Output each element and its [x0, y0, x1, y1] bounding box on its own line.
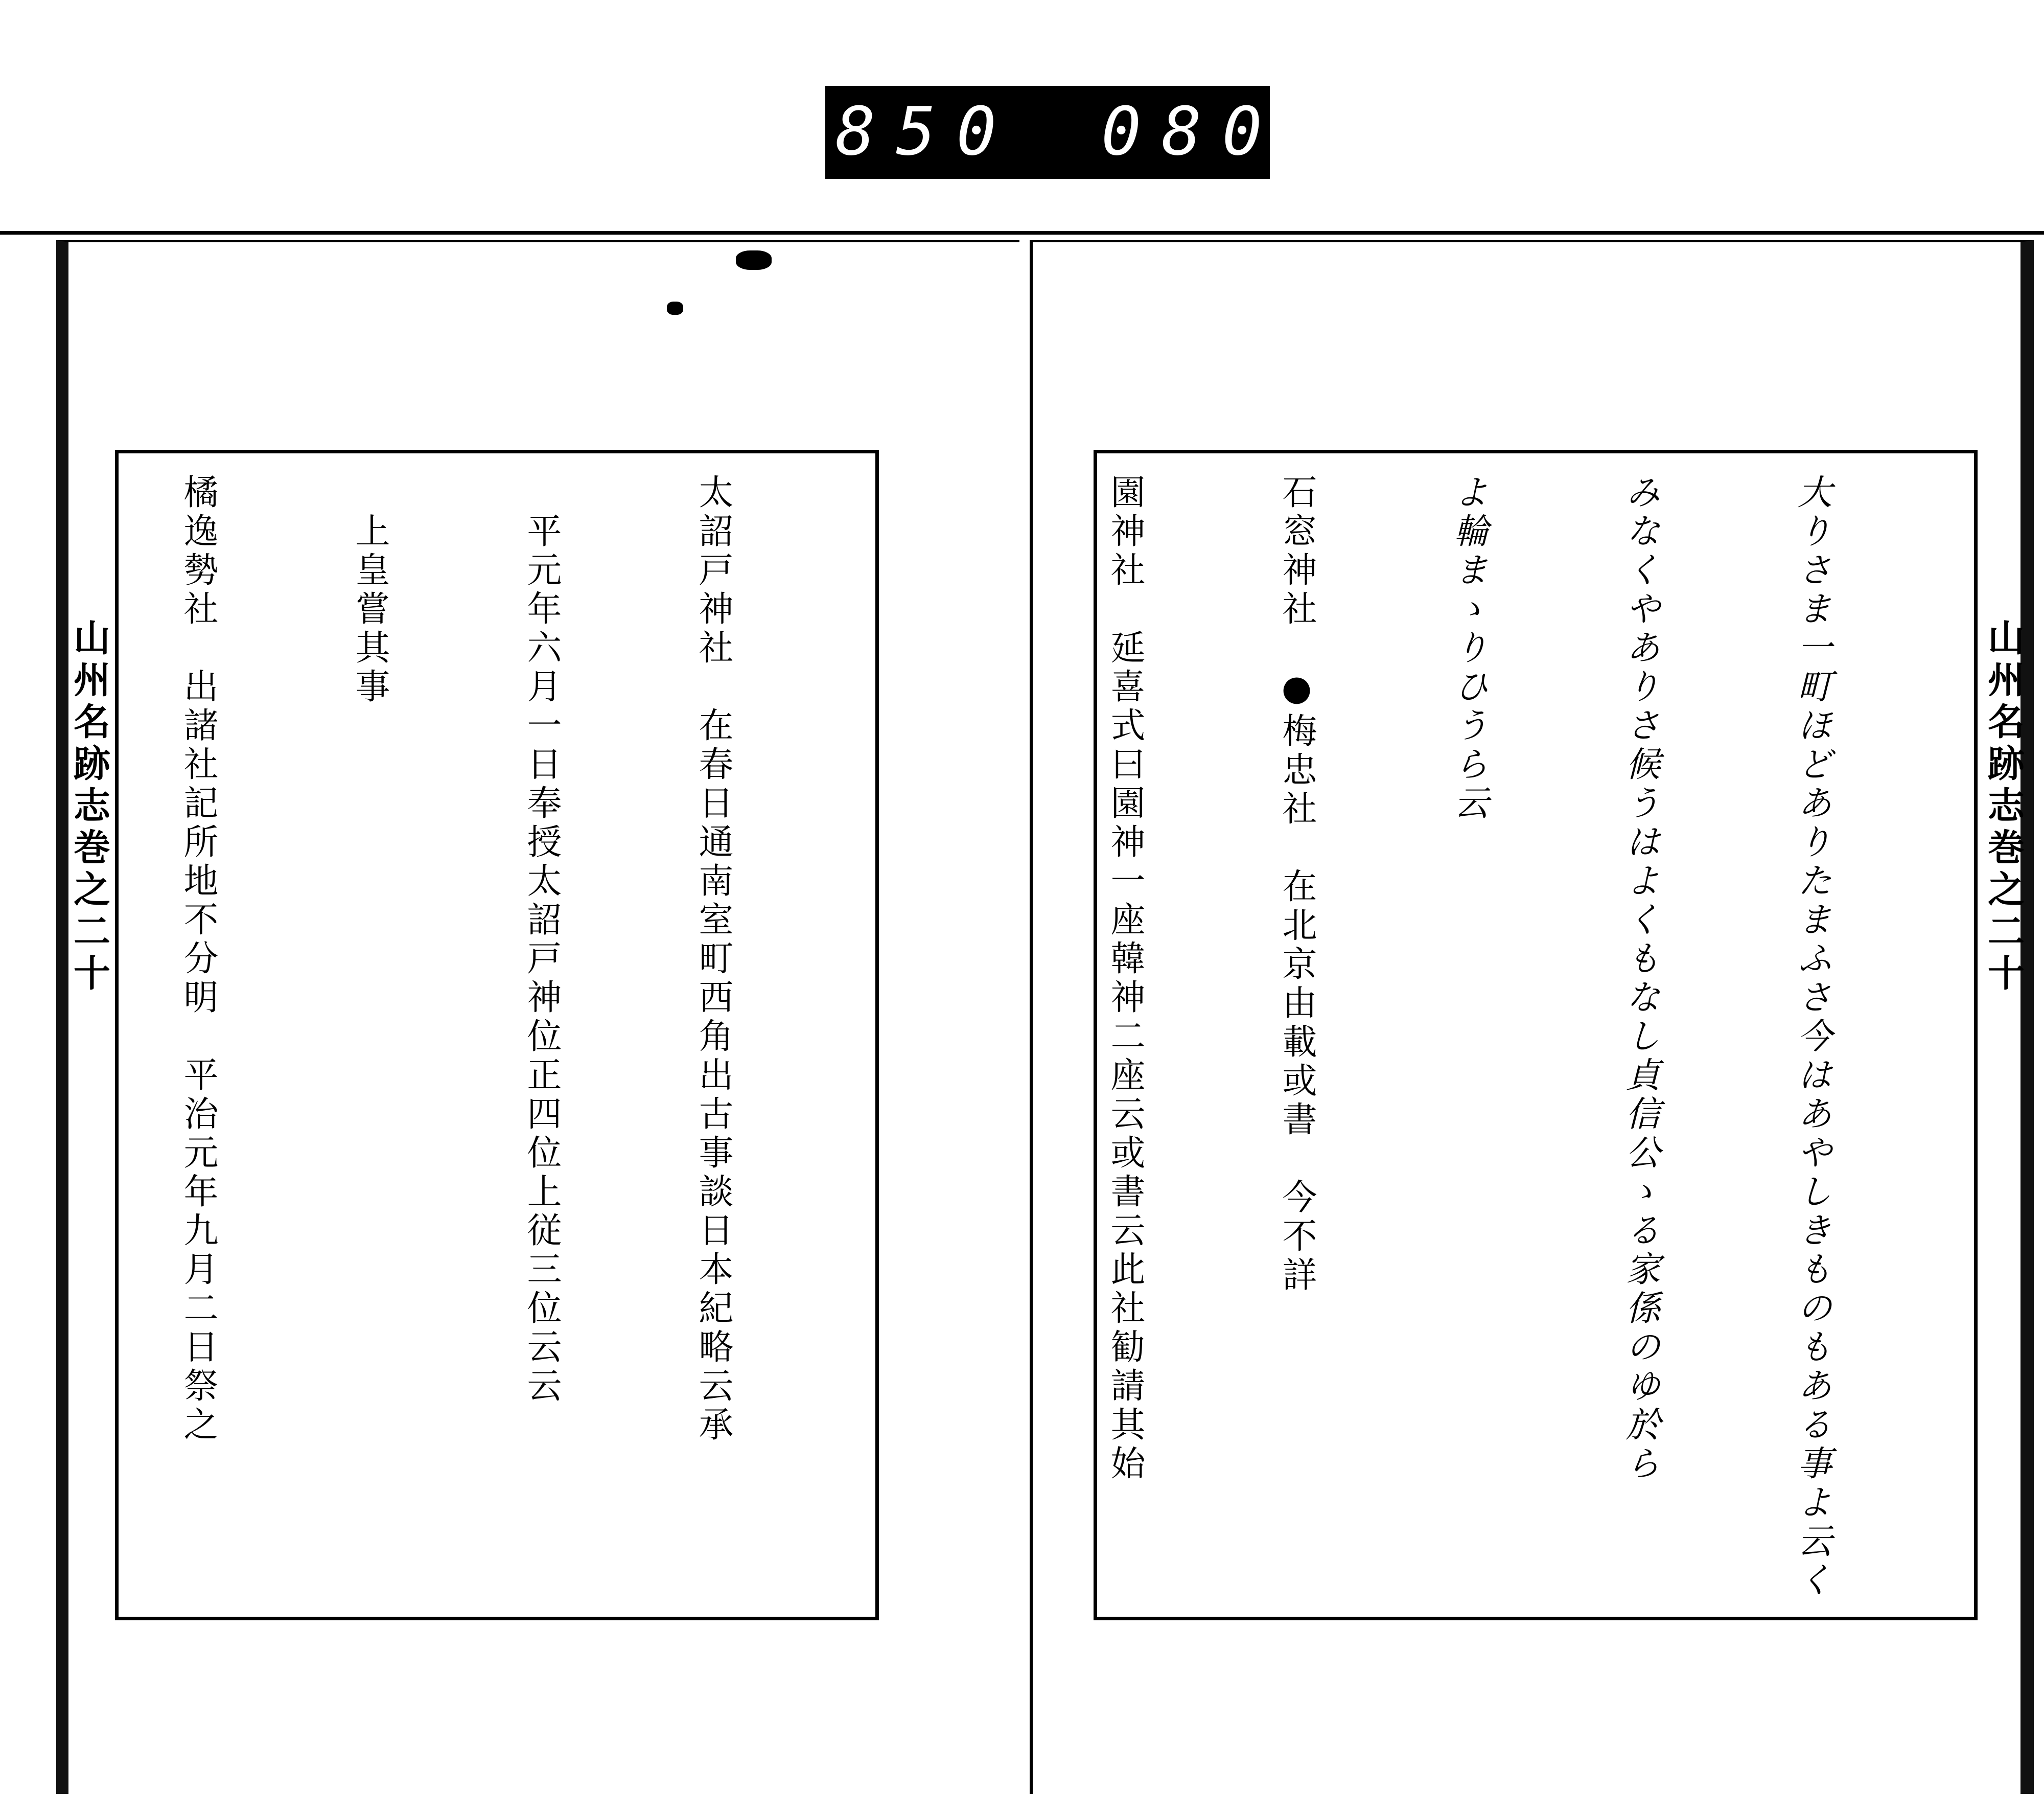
left-side-label: 山州名跡志巻之二十 — [67, 618, 111, 996]
text-column: 橘逸勢社 出諸社記所地不分明 平治元年九月二日祭之 — [178, 474, 218, 1445]
right-text-box — [1094, 450, 1978, 1620]
frame-counter — [825, 86, 1343, 179]
page-tab-right — [2021, 450, 2034, 613]
handwritten-line: 大りさま一町ほどありたまふさ今はあやしきものもある事よ云く — [1792, 474, 1832, 1600]
left-text-box — [115, 450, 879, 1620]
text-column: 園神社 延喜式曰園神一座韓神二座云或書云此社勧請其始 — [1105, 474, 1145, 1484]
right-side-label: 山州名跡志巻之二十 — [1982, 618, 2025, 996]
left-text-columns — [119, 453, 875, 1617]
scan-edge-line — [0, 231, 2044, 235]
handwritten-line: よ輪まゝりひうら云 — [1448, 474, 1489, 823]
right-text-columns — [1097, 453, 1974, 1617]
ink-blot — [736, 250, 772, 270]
text-column: 平元年六月一日奉授太詔戸神位正四位上従三位云云 — [521, 474, 562, 1406]
page-tab-left — [56, 450, 68, 603]
text-column: 石窓神社 ●梅忠社 在北京由載或書 今不詳 — [1276, 474, 1317, 1295]
ink-blot — [667, 302, 683, 315]
frame-counter-left: 850 — [835, 93, 1017, 170]
text-column: 太詔戸神社 在春日通南室町西角出古事談日本紀略云承 — [693, 474, 733, 1445]
handwritten-line: みなくやありさ候うはよくもなし貞信公ゝる家係のゆ於ら — [1620, 474, 1660, 1484]
book-spine — [1030, 240, 1033, 1794]
frame-counter-right: 080. — [1101, 93, 1343, 170]
text-column: 上皇嘗其事 — [350, 474, 390, 707]
